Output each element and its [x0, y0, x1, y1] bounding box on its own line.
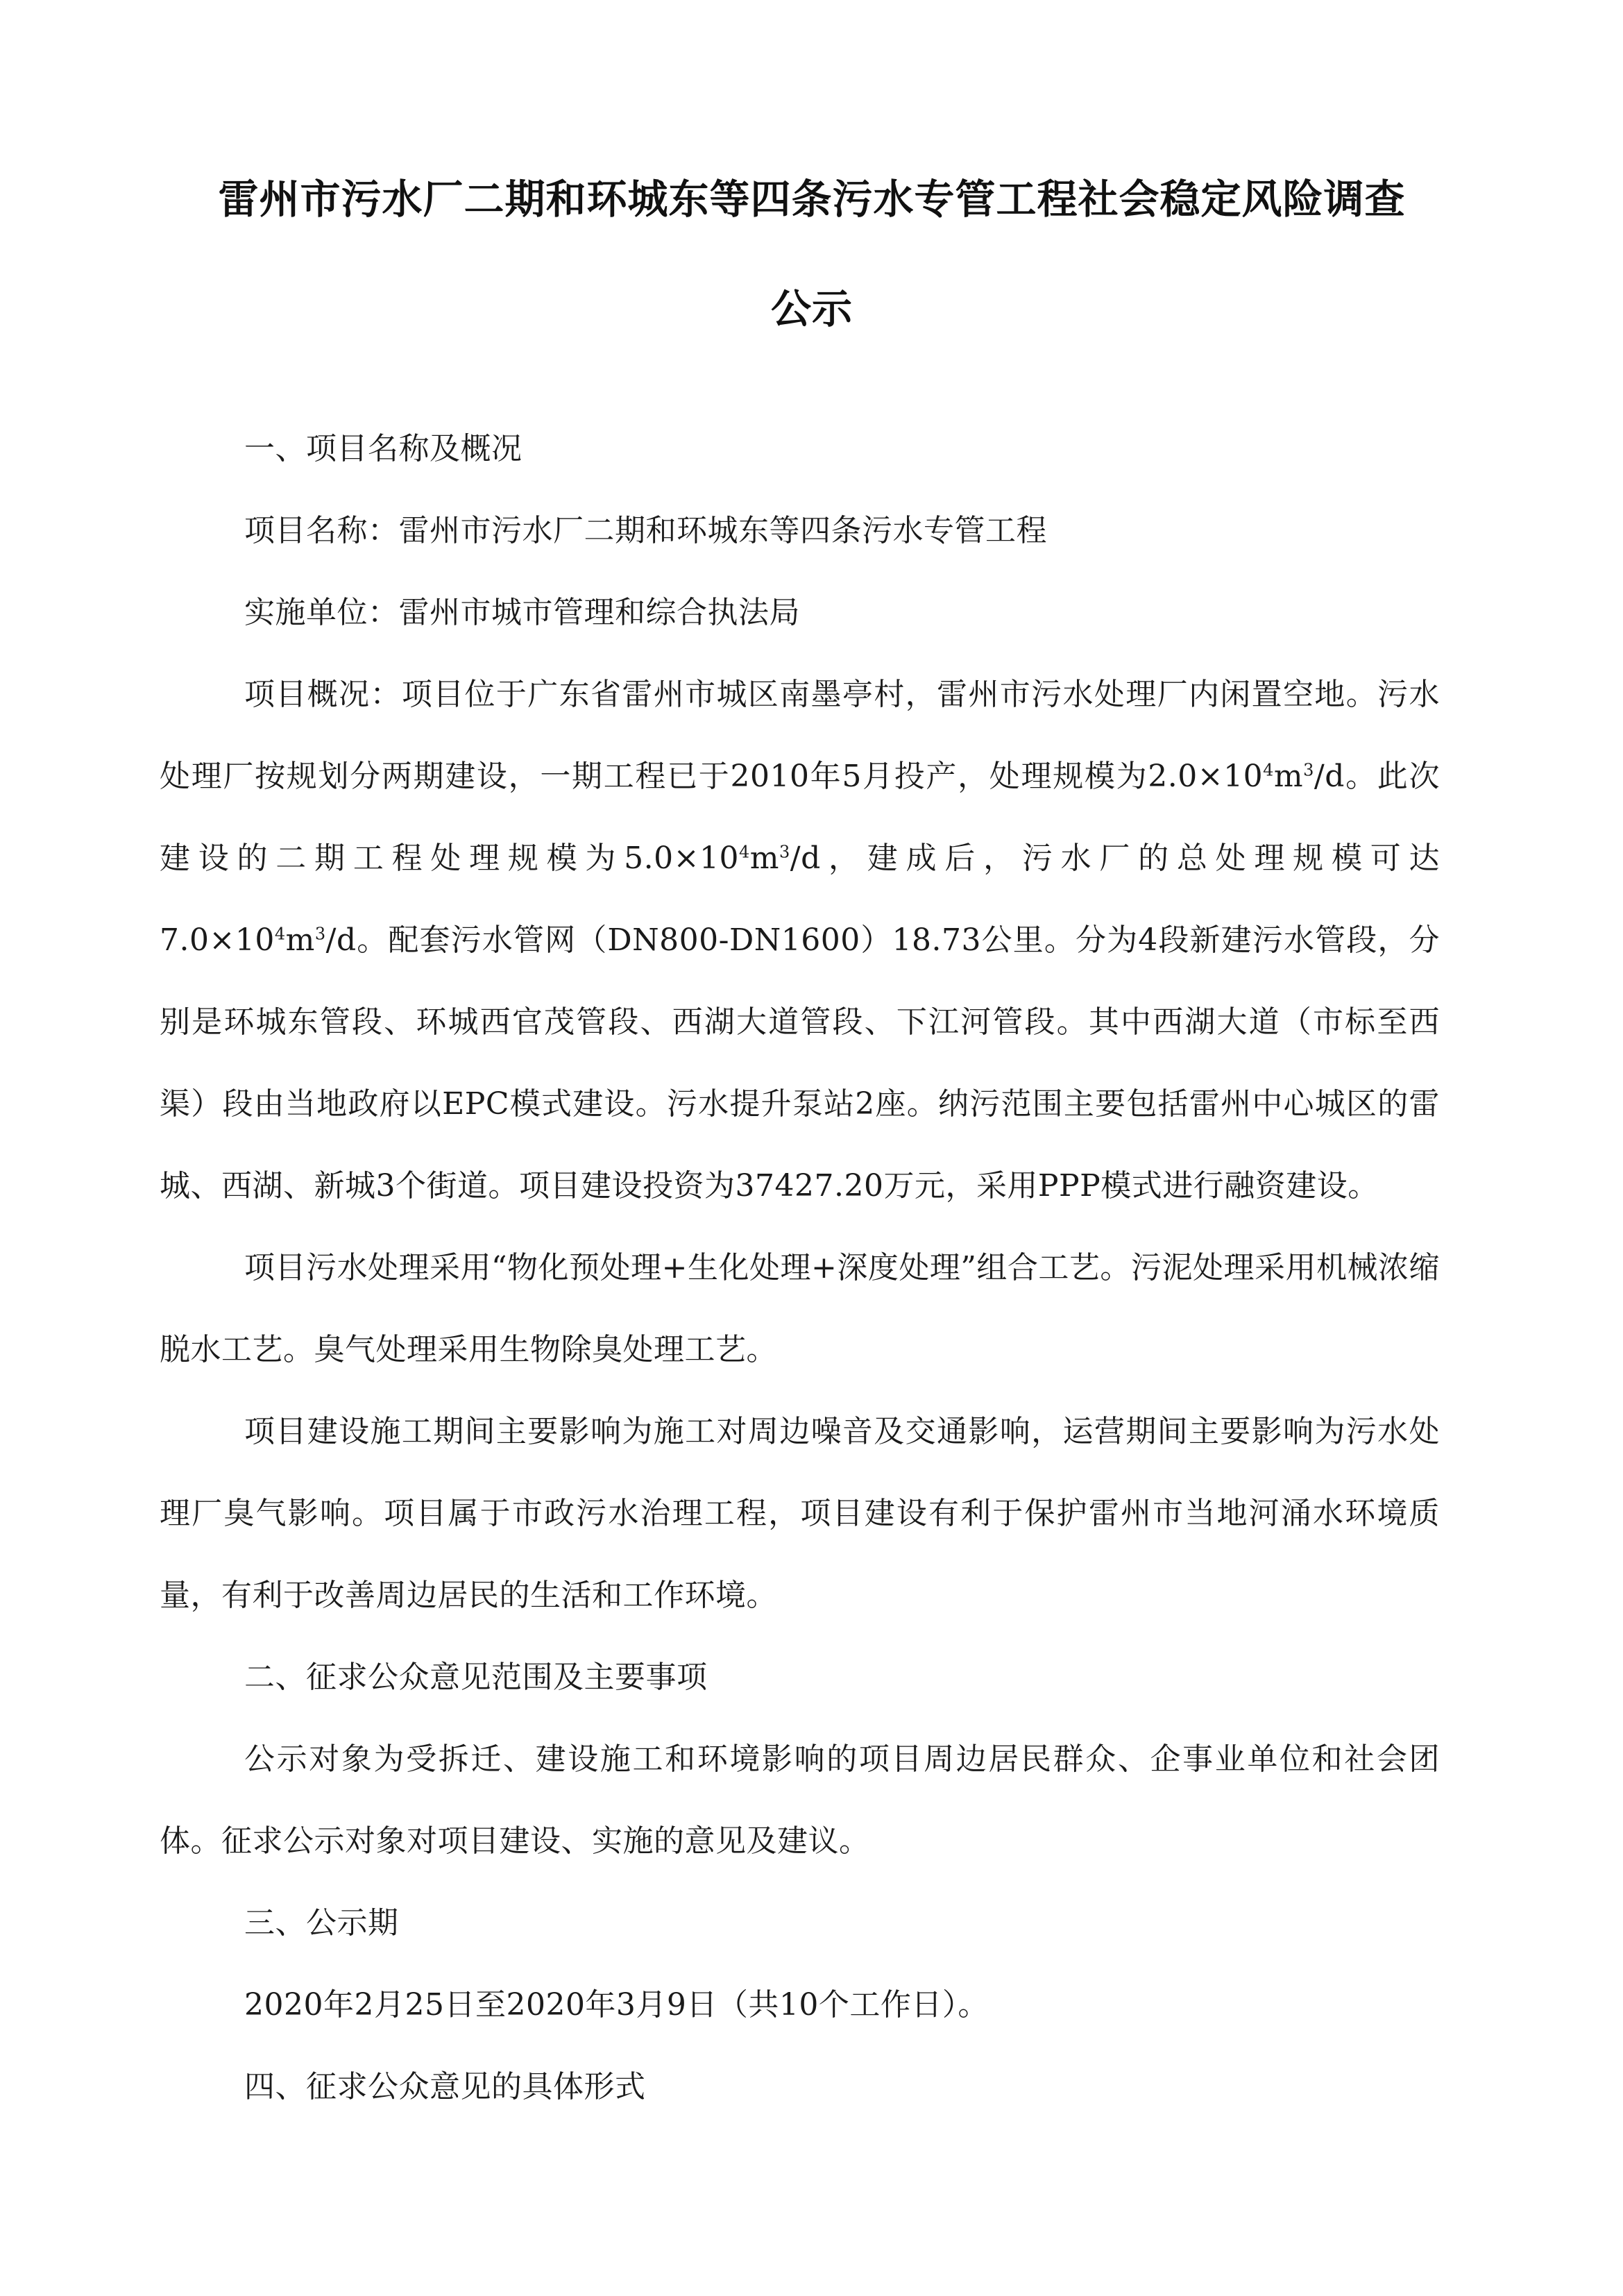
overview-superscript: 4 — [274, 924, 286, 944]
document-body — [160, 408, 1440, 2128]
section-2-heading: 二、征求公众意见范围及主要事项 — [244, 1660, 708, 1695]
overview-unit: m — [749, 841, 779, 876]
document-title-line-2: 公示 — [770, 285, 853, 332]
overview-superscript: 4 — [738, 842, 750, 862]
overview-superscript: 3 — [779, 842, 790, 862]
overview-text-4: /d。配套污水管网（DN800-DN1600）18.73公里。分为4段新建污水管段，分别是环城东管段、环城西官茂管段、西湖大道管段、下江河管段。其中西湖大道（市标至西渠）段由当地政府以EPC模式建设。污水提升泵站2座。纳污范围主要包括雷州中心城区的雷城、西湖、新城3个街道。项目建设投资为37427.20万元，采用PPP模式进行融资建设。 — [160, 922, 1440, 1204]
overview-text-1: 项目概况：项目位于广东省雷州市城区南墨亭村，雷州市污水处理厂内闲置空地。污水处理厂按规划分两期建设，一期工程已于2010年5月投产，处理规模为2.0×10 — [160, 677, 1440, 794]
overview-superscript: 4 — [1263, 760, 1274, 780]
project-name-paragraph: 项目名称：雷州市污水厂二期和环城东等四条污水专管工程 — [244, 513, 1047, 548]
overview-superscript: 3 — [1303, 760, 1314, 780]
overview-text-3: /d，建成后，污水厂的总处理规模可达7.0×10 — [160, 841, 1440, 958]
section-1-heading: 一、项目名称及概况 — [244, 431, 522, 466]
overview-unit: m — [1273, 759, 1304, 794]
overview-text-2: /d。此次建设的二期工程处理规模为5.0×10 — [160, 759, 1440, 876]
process-paragraph: 项目污水处理采用“物化预处理+生化处理+深度处理”组合工艺。污泥处理采用机械浓缩脱水工艺。臭气处理采用生物除臭处理工艺。 — [160, 1250, 1440, 1367]
section-4-heading: 四、征求公众意见的具体形式 — [244, 2069, 646, 2104]
implementing-unit-paragraph: 实施单位：雷州市城市管理和综合执法局 — [244, 595, 800, 630]
section-3-heading: 三、公示期 — [244, 1905, 399, 1941]
section-2-body: 公示对象为受拆迁、建设施工和环境影响的项目周边居民群众、企事业单位和社会团体。征求公示对象对项目建设、实施的意见及建议。 — [160, 1741, 1440, 1859]
project-overview-paragraph — [160, 654, 1440, 1227]
document-title-line-1: 雷州市污水厂二期和环城东等四条污水专管工程社会稳定风险调查 — [218, 176, 1406, 223]
impact-paragraph: 项目建设施工期间主要影响为施工对周边噪音及交通影响，运营期间主要影响为污水处理厂臭气影响。项目属于市政污水治理工程，项目建设有利于保护雷州市当地河涌水环境质量，有利于改善周边居民的生活和工作环境。 — [160, 1414, 1440, 1613]
overview-unit: m — [285, 922, 315, 958]
overview-superscript: 3 — [314, 924, 326, 944]
section-3-body: 2020年2月25日至2020年3月9日（共10个工作日）。 — [244, 1987, 989, 2023]
